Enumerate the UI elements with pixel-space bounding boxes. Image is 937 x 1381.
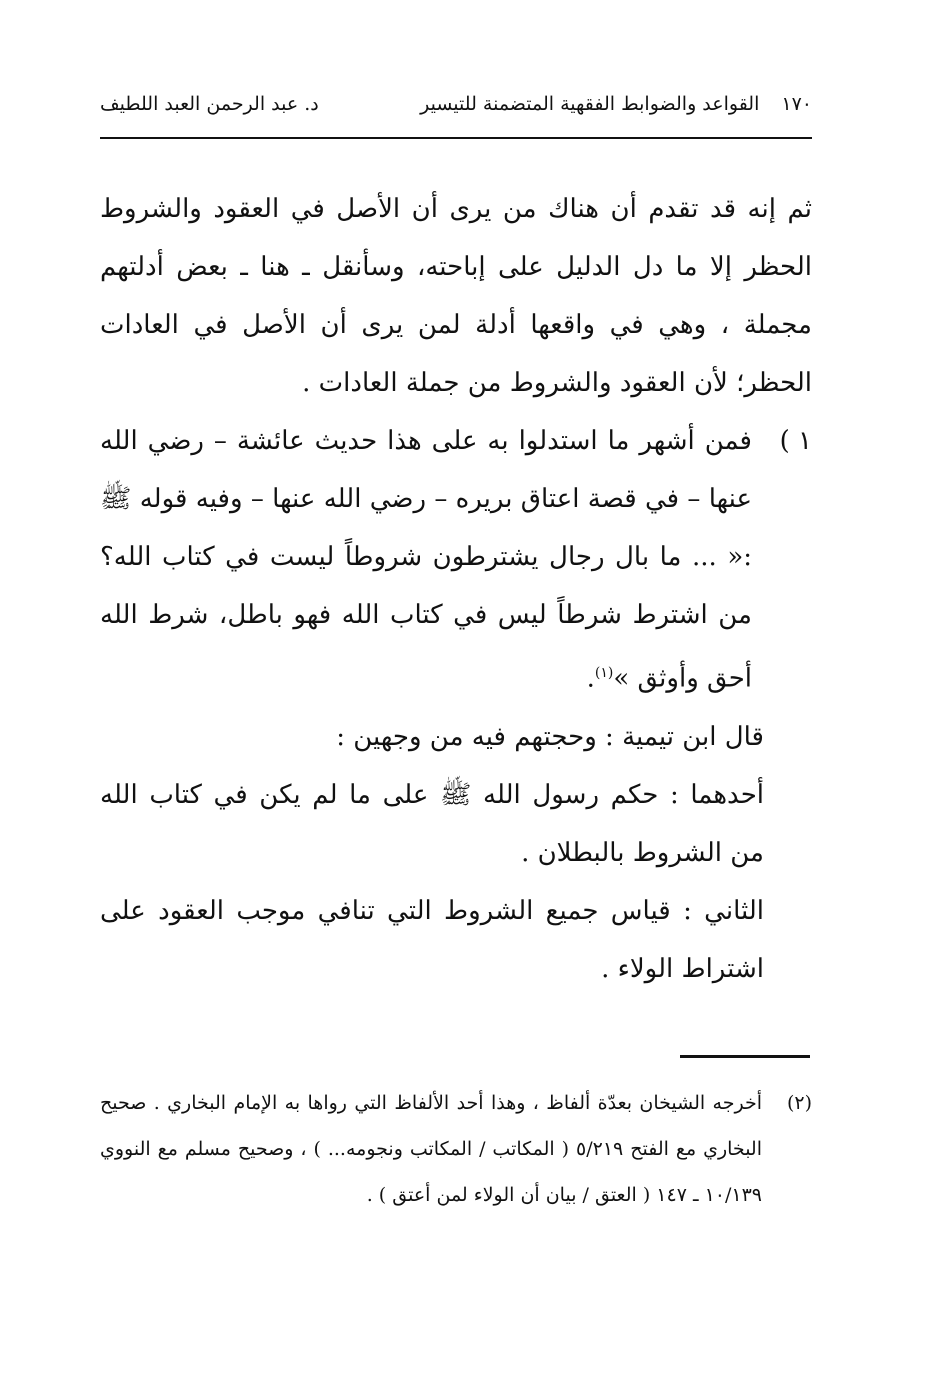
- page-header: [100, 84, 812, 124]
- footnote-divider: [680, 1055, 810, 1058]
- item-content: [100, 412, 752, 708]
- ibn-taymiyyah-quote: قال ابن تيمية : وحجتهم فيه من وجهين :: [336, 721, 764, 752]
- footnote: [100, 1080, 812, 1218]
- item-number: ١ ): [779, 426, 812, 456]
- header-right: [420, 93, 812, 115]
- footnote-number: (٢): [786, 1092, 812, 1114]
- second-aspect: الثاني : قياس جميع الشروط التي تنافي موجب العقود على اشتراط الولاء .: [100, 895, 764, 984]
- item-text: فمن أشهر ما استدلوا به على هذا حديث عائشة – رضي الله عنها – في قصة اعتاق بريره – رضي الله عنها – وفيه قوله ﷺ :« ... ما بال رجال يشترطون شروطاً ليست في كتاب الله؟ من اشترط شرطاً ليس في كتاب الله فهو باطل، شرط الله أحق وأوثق »: [100, 426, 752, 694]
- header-divider: [100, 137, 812, 139]
- intro-paragraph: ثم إنه قد تقدم أن هناك من يرى أن الأصل في العقود والشروط الحظر إلا ما دل الدليل على إباحته، وسأنقل ـ هنا ـ بعض أدلتهم مجملة ، وهي في واقعها أدلة لمن يرى أن الأصل في العادات الحظر؛ لأن العقود والشروط من جملة العادات .: [100, 194, 812, 398]
- author-name: د. عبد الرحمن العبد اللطيف: [100, 93, 319, 115]
- list-item-1: [100, 412, 812, 708]
- first-aspect: أحدهما : حكم رسول الله ﷺ على ما لم يكن في كتاب الله من الشروط بالبطلان .: [100, 779, 764, 868]
- book-title: القواعد والضوابط الفقهية المتضمنة للتيسير: [420, 93, 760, 115]
- footnote-row: [100, 1080, 812, 1218]
- page-number: ١٧٠: [781, 93, 812, 115]
- item-end: .: [586, 663, 595, 694]
- footnote-text: أخرجه الشيخان بعدّة ألفاظ ، وهذا أحد الألفاظ التي رواها به الإمام البخاري . صحيح البخاري مع الفتح ٥/٢١٩ ( المكاتب / المكاتب ونجومه... ) ، وصحيح مسلم مع النووي ١٠/١٣٩ ـ ١٤٧ ( العتق / بيان أن الولاء لمن أعتق ) .: [100, 1092, 762, 1206]
- footnote-reference[interactable]: (١): [594, 665, 614, 681]
- main-text: [100, 180, 812, 998]
